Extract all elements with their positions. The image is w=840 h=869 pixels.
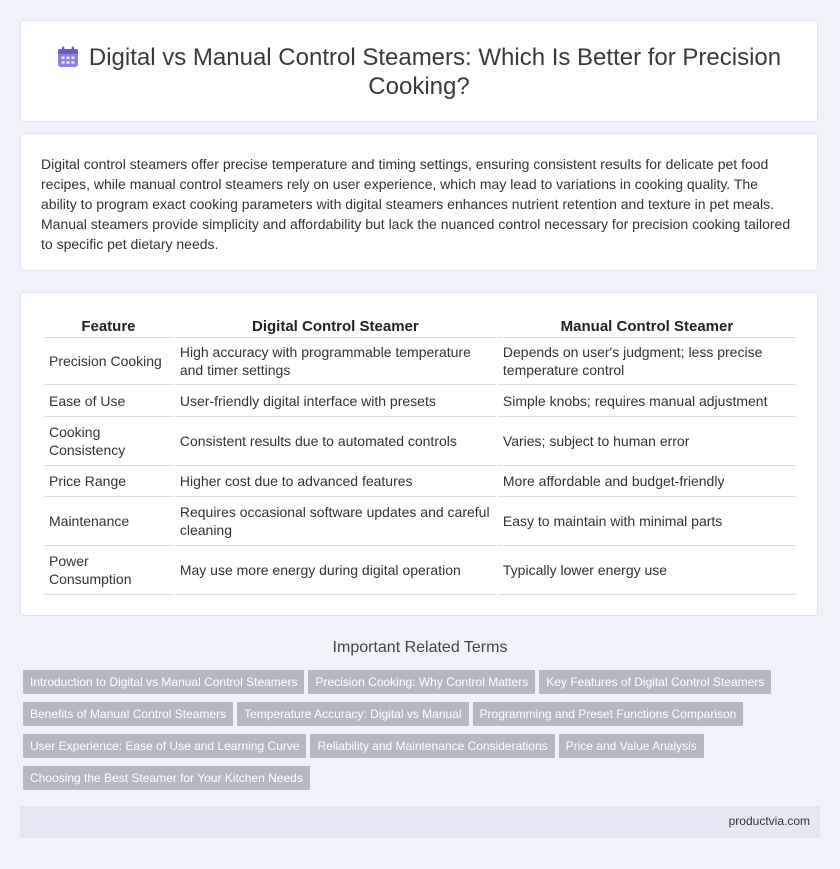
footer-site-link[interactable]: productvia.com: [728, 814, 810, 828]
related-term-tag[interactable]: Choosing the Best Steamer for Your Kitchen Needs: [23, 766, 310, 790]
related-term-tag[interactable]: Benefits of Manual Control Steamers: [23, 702, 233, 726]
page-title: Digital vs Manual Control Steamers: Which Is Better for Precision Cooking?: [88, 44, 782, 100]
table-cell-feature: Cooking Consistency: [44, 417, 173, 466]
table-cell-digital: May use more energy during digital operation: [175, 546, 496, 595]
table-cell-manual: Varies; subject to human error: [498, 417, 796, 466]
related-terms-list: [23, 670, 813, 798]
related-term-tag[interactable]: Key Features of Digital Control Steamers: [539, 670, 771, 694]
calendar-icon: [57, 46, 79, 68]
related-term-tag[interactable]: Introduction to Digital vs Manual Control Steamers: [23, 670, 304, 694]
related-term-tag[interactable]: Price and Value Analysis: [559, 734, 704, 758]
table-cell-feature: Power Consumption: [44, 546, 173, 595]
table-row: [44, 497, 796, 546]
intro-card: [20, 133, 818, 271]
related-term-tag[interactable]: Precision Cooking: Why Control Matters: [308, 670, 535, 694]
table-cell-feature: Precision Cooking: [44, 338, 173, 385]
comparison-table-card: [20, 292, 818, 616]
table-cell-manual: Easy to maintain with minimal parts: [498, 497, 796, 546]
table-cell-manual: Simple knobs; requires manual adjustment: [498, 385, 796, 417]
table-row: [44, 546, 796, 595]
table-row: [44, 338, 796, 385]
page-title-wrap: [21, 43, 817, 101]
table-cell-feature: Price Range: [44, 466, 173, 497]
table-cell-manual: Typically lower energy use: [498, 546, 796, 595]
footer: [20, 806, 820, 838]
table-cell-manual: More affordable and budget-friendly: [498, 466, 796, 497]
header-digital: Digital Control Steamer: [175, 316, 496, 338]
table-cell-feature: Ease of Use: [44, 385, 173, 417]
table-row: [44, 417, 796, 466]
title-card: [20, 20, 818, 122]
header-manual: Manual Control Steamer: [498, 316, 796, 338]
related-terms-heading: Important Related Terms: [332, 639, 508, 656]
comparison-table: [42, 316, 798, 595]
intro-paragraph: Digital control steamers offer precise temperature and timing settings, ensuring consistent results for delicate pet food recipes, while manual control steamers rely on user experience, which may lead to variations in cooking quality. The ability to program exact cooking parameters with digital steamers enhances nutrient retention and texture in pet meals. Manual steamers provide simplicity and affordability but lack the nuanced control necessary for precision cooking tailored to specific pet dietary needs.: [41, 156, 791, 252]
related-term-tag[interactable]: Programming and Preset Functions Comparison: [473, 702, 744, 726]
header-feature: Feature: [44, 316, 173, 338]
table-cell-digital: High accuracy with programmable temperature and timer settings: [175, 338, 496, 385]
table-cell-digital: Higher cost due to advanced features: [175, 466, 496, 497]
related-term-tag[interactable]: Temperature Accuracy: Digital vs Manual: [237, 702, 468, 726]
table-header-row: [44, 316, 796, 338]
table-row: [44, 385, 796, 417]
table-cell-manual: Depends on user's judgment; less precise temperature control: [498, 338, 796, 385]
table-cell-feature: Maintenance: [44, 497, 173, 546]
table-cell-digital: User-friendly digital interface with presets: [175, 385, 496, 417]
table-cell-digital: Consistent results due to automated controls: [175, 417, 496, 466]
related-term-tag[interactable]: Reliability and Maintenance Considerations: [310, 734, 554, 758]
table-row: [44, 466, 796, 497]
related-term-tag[interactable]: User Experience: Ease of Use and Learning Curve: [23, 734, 306, 758]
table-cell-digital: Requires occasional software updates and careful cleaning: [175, 497, 496, 546]
